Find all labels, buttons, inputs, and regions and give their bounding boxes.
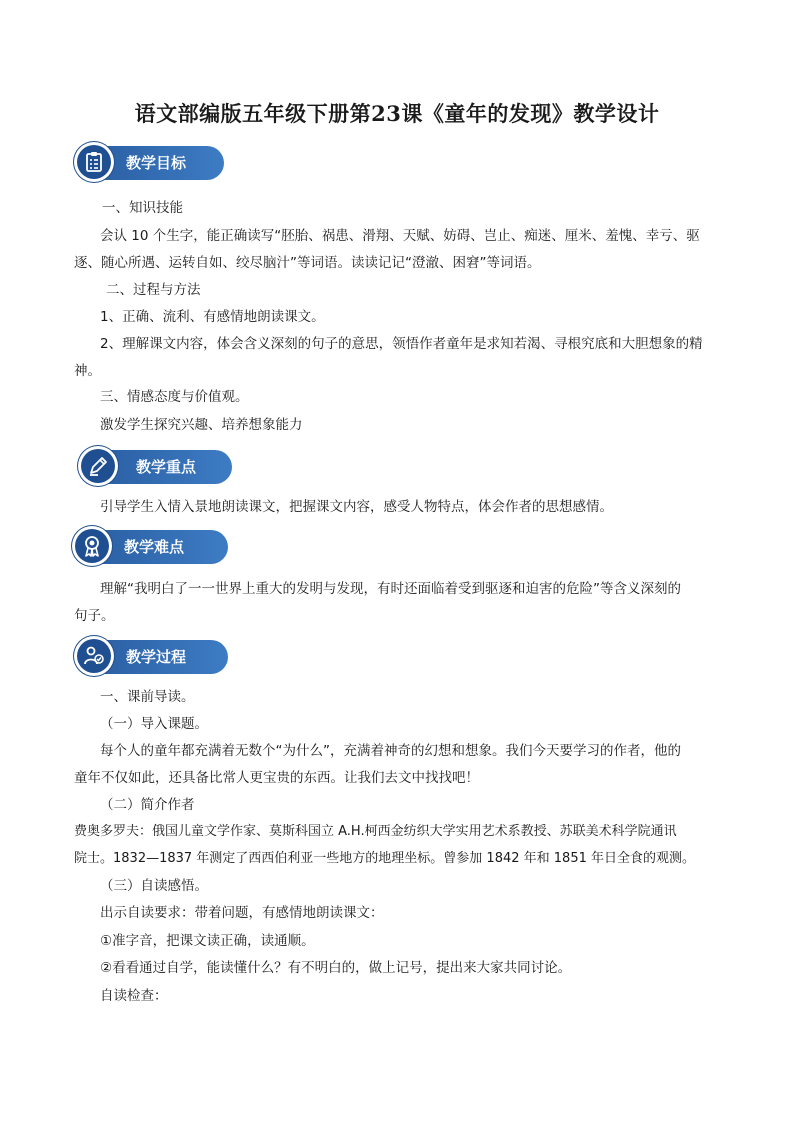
process-paragraph-5: ②看看通过自学，能读懂什么？有不明白的，做上记号，提出来大家共同讨论。 <box>100 960 572 976</box>
process-paragraph-3: 出示自读要求：带着问题，有感情地朗读课文： <box>100 905 384 921</box>
process-paragraph-4: ①准字音，把课文读正确，读通顺。 <box>100 933 315 949</box>
award-medal-icon <box>72 526 112 566</box>
section-title-key-points: 教学重点 <box>136 458 197 476</box>
section-title-goals: 教学目标 <box>126 154 187 172</box>
section-banner-key-points <box>78 446 234 486</box>
process-subheading-3: （三）自读感悟。 <box>100 878 208 894</box>
goals-paragraph-4: 激发学生探究兴趣、培养想象能力 <box>100 417 303 433</box>
goals-paragraph-2: 1、正确、流利、有感情地朗读课文。 <box>100 309 325 325</box>
goals-heading-1: 一、知识技能 <box>102 200 183 216</box>
section-banner-process <box>74 636 230 676</box>
process-paragraph-1b: 童年不仅如此，还具备比常人更宝贵的东西。让我们去文中找找吧！ <box>74 770 479 786</box>
pencil-edit-icon <box>78 446 118 486</box>
difficulties-paragraph-a: 理解“我明白了一一世界上重大的发明与发现，有时还面临着受到驱逐和迫害的危险”等含义深刻的 <box>100 581 681 597</box>
people-group-icon <box>74 636 114 676</box>
process-subheading-1: （一）导入课题。 <box>100 716 208 732</box>
section-title-process: 教学过程 <box>126 648 187 666</box>
process-paragraph-2a: 费奥多罗夫：俄国儿童文学作家、莫斯科国立 A.H.柯西金纺织大学实用艺术系教授、苏联美术科学院通讯 <box>74 824 677 839</box>
goals-heading-3: 三、情感态度与价值观。 <box>100 389 249 405</box>
goals-paragraph-1a: 会认 10 个生字，能正确读写“胚胎、祸患、滑翔、天赋、妨碍、岂止、痴迷、厘米、羞愧、幸亏、驱 <box>100 228 700 244</box>
process-subheading-2: （二）简介作者 <box>100 797 195 813</box>
section-title-difficulties: 教学难点 <box>124 538 185 556</box>
process-paragraph-1a: 每个人的童年都充满着无数个“为什么”，充满着神奇的幻想和想象。我们今天要学习的作者，他的 <box>100 743 681 759</box>
section-banner-goals <box>74 142 226 182</box>
key-points-paragraph: 引导学生入情入景地朗读课文，把握课文内容，感受人物特点，体会作者的思想感情。 <box>100 499 613 515</box>
goals-paragraph-1b: 逐、随心所遇、运转自如、绞尽脑汁”等词语。读读记记“澄澈、困窘”等词语。 <box>74 255 541 271</box>
goals-paragraph-3a: 2、理解课文内容，体会含义深刻的句子的意思，领悟作者童年是求知若渴、寻根究底和大胆想象的精 <box>100 336 703 352</box>
process-paragraph-2b: 院士。1832—1837 年测定了西西伯利亚一些地方的地理坐标。曾参加 1842 年和 1851 年日全食的观测。 <box>74 851 695 866</box>
process-heading-1: 一、课前导读。 <box>100 689 195 705</box>
section-banner-difficulties <box>72 526 230 566</box>
clipboard-checklist-icon <box>74 142 114 182</box>
goals-heading-2: 二、过程与方法 <box>106 282 201 298</box>
process-paragraph-6: 自读检查： <box>100 988 168 1004</box>
document-title: 语文部编版五年级下册第23课《童年的发现》教学设计 <box>134 101 660 126</box>
difficulties-paragraph-b: 句子。 <box>74 608 115 624</box>
goals-paragraph-3b: 神。 <box>74 363 101 379</box>
